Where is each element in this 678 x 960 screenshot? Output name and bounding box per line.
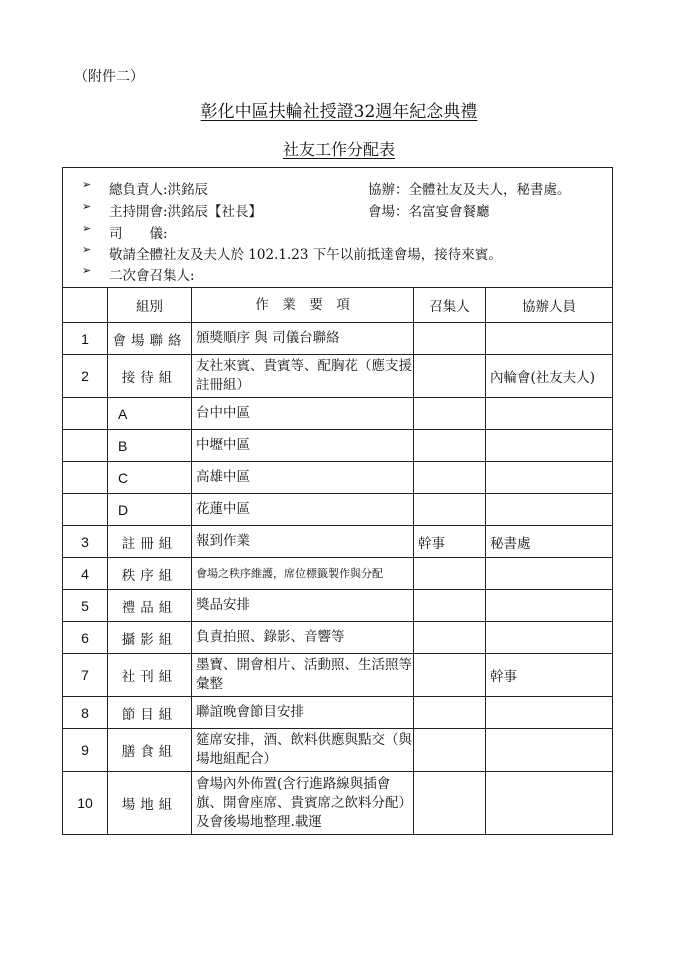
table-row [63,654,613,697]
row-assistant [486,398,613,430]
table-row [63,526,613,558]
header-number [63,288,108,323]
row-group: 攝影組 [108,622,192,654]
row-number: 8 [63,697,108,729]
table-row [63,430,613,462]
row-convener [414,355,486,398]
co-organizer: 協辦：全體社友及夫人，秘書處。 [368,182,571,198]
row-assistant [486,729,613,772]
row-number: 7 [63,654,108,697]
bullet-arrow-icon: ➢ [82,222,92,235]
row-task: 台中中區 [192,398,414,430]
row-number: 3 [63,526,108,558]
table-row [63,355,613,398]
header-convener: 召集人 [414,288,486,323]
table-row [63,697,613,729]
row-assistant: 秘書處 [486,526,613,558]
arrival-notice: 敬請全體社友及夫人於 102.1.23 下午以前抵達會場，接待來賓。 [109,247,502,263]
info-box [62,167,613,287]
row-task: 花蓮中區 [192,494,414,526]
table-row [63,729,613,772]
row-number: 1 [63,323,108,355]
row-task: 會場內外佈置(含行進路線與插會旗、開會座席、貴賓席之飲料分配）及會後場地整理.載運 [192,772,414,835]
row-task: 報到作業 [192,526,414,558]
bullet-arrow-icon: ➢ [82,200,92,213]
row-assistant: 幹事 [486,654,613,697]
row-convener: 幹事 [414,526,486,558]
row-assistant [486,430,613,462]
row-number [63,430,108,462]
bullet-arrow-icon: ➢ [82,264,92,277]
row-task: 高雄中區 [192,462,414,494]
row-convener [414,462,486,494]
table-row [63,772,613,835]
row-assistant [486,622,613,654]
row-convener [414,729,486,772]
row-convener [414,558,486,590]
row-convener [414,654,486,697]
header-task: 作 業 要 項 [192,288,414,323]
row-task: 筵席安排，酒、飲料供應與點交（與場地組配合） [192,729,414,772]
after-party-convener: 二次會召集人: [109,268,195,284]
row-task: 會場之秩序維護，席位標籤製作與分配 [192,558,414,590]
row-task: 獎品安排 [192,590,414,622]
row-group: B [108,430,192,462]
attachment-label: （附件二） [74,69,144,85]
row-convener [414,622,486,654]
row-group: 場地組 [108,772,192,835]
row-group: 會場聯絡 [108,323,192,355]
header-assistant: 協辦人員 [486,288,613,323]
row-group: 社刊組 [108,654,192,697]
row-group: A [108,398,192,430]
row-number [63,398,108,430]
row-assistant: 內輪會(社友夫人) [486,355,613,398]
row-group: D [108,494,192,526]
row-assistant [486,590,613,622]
table-row [63,558,613,590]
row-group: 禮品組 [108,590,192,622]
table-row [63,462,613,494]
row-task: 聯誼晚會節目安排 [192,697,414,729]
row-assistant [486,558,613,590]
bullet-arrow-icon: ➢ [82,178,92,191]
table-header-row [63,288,613,323]
row-number [63,494,108,526]
row-convener [414,430,486,462]
row-convener [414,323,486,355]
row-assistant [486,462,613,494]
row-task: 頒獎順序 與 司儀台聯絡 [192,323,414,355]
row-number: 5 [63,590,108,622]
row-number [63,462,108,494]
row-number: 4 [63,558,108,590]
master-of-ceremonies: 司 儀: [109,226,168,242]
row-group: 註冊組 [108,526,192,558]
table-row [63,398,613,430]
venue: 會場：名富宴會餐廳 [368,204,490,220]
row-convener [414,772,486,835]
work-assignment-table [62,287,613,835]
table-row [63,590,613,622]
header-group: 組別 [108,288,192,323]
row-group: 接待組 [108,355,192,398]
chief-in-charge: 總負責人:洪銘辰 [109,182,209,198]
document-title: 彰化中區扶輪社授證32週年紀念典禮 [200,102,478,122]
table-row [63,494,613,526]
row-convener [414,697,486,729]
row-task: 友社來賓、貴賓等、配胸花（應支援註冊組） [192,355,414,398]
row-group: 膳食組 [108,729,192,772]
row-assistant [486,697,613,729]
row-number: 10 [63,772,108,835]
table-row [63,622,613,654]
row-group: 秩序組 [108,558,192,590]
row-number: 2 [63,355,108,398]
row-assistant [486,772,613,835]
table-row [63,323,613,355]
row-group: 節目組 [108,697,192,729]
bullet-arrow-icon: ➢ [82,243,92,256]
row-group: C [108,462,192,494]
row-task: 負責拍照、錄影、音響等 [192,622,414,654]
row-number: 9 [63,729,108,772]
row-convener [414,494,486,526]
meeting-host: 主持開會:洪銘辰【社長】 [109,204,263,220]
row-convener [414,398,486,430]
table-body [63,323,613,835]
row-number: 6 [63,622,108,654]
row-assistant [486,323,613,355]
document-subtitle: 社友工作分配表 [282,140,395,159]
row-assistant [486,494,613,526]
row-task: 墨寶、開會相片、活動照、生活照等彙整 [192,654,414,697]
row-convener [414,590,486,622]
row-task: 中壢中區 [192,430,414,462]
